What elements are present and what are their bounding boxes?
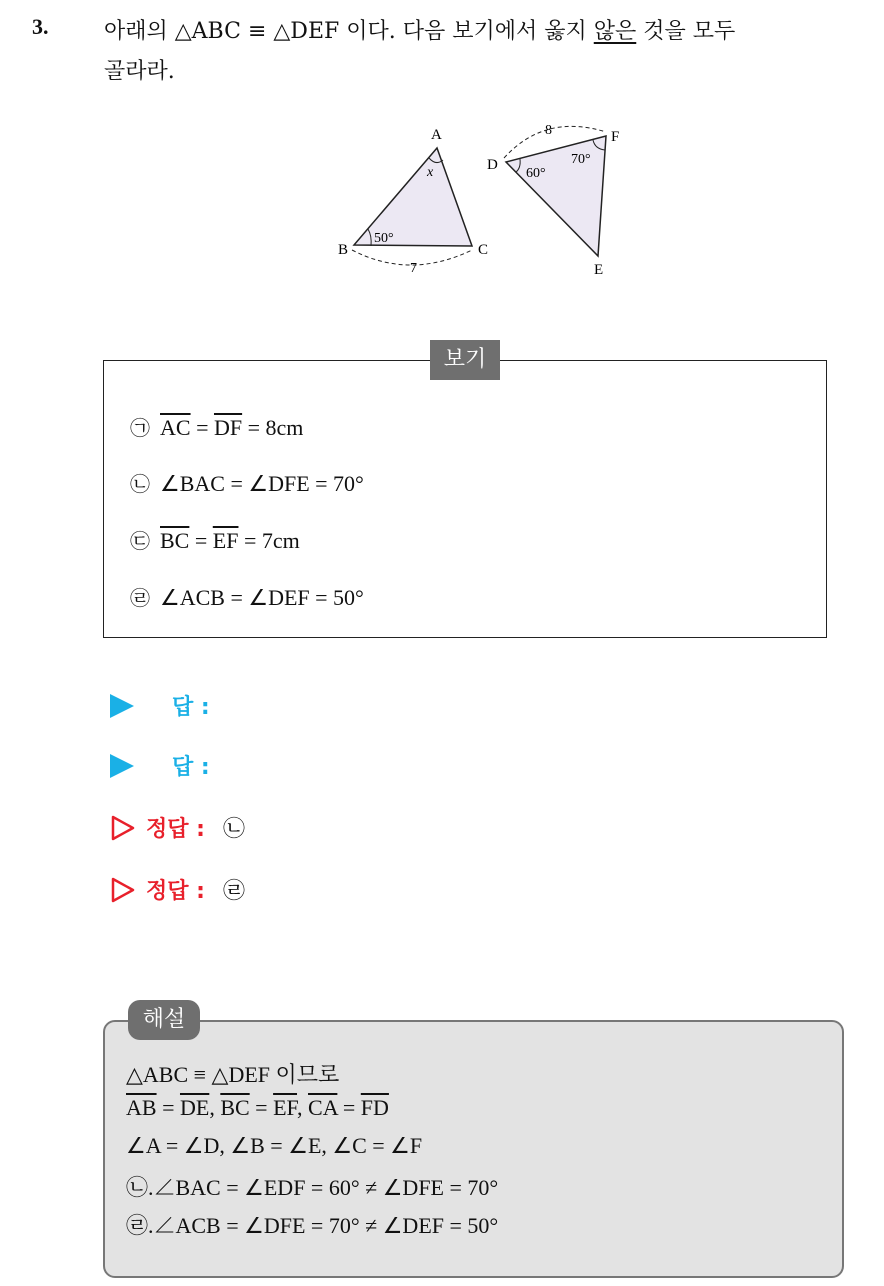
- explanation-line-3: ∠A = ∠D, ∠B = ∠E, ∠C = ∠F: [126, 1133, 423, 1158]
- bogi-expr-2: ∠BAC = ∠DFE = 70°: [160, 471, 364, 496]
- triangle-figure: [330, 118, 630, 288]
- label-a: A: [431, 127, 442, 143]
- label-side-df: 8: [545, 123, 552, 138]
- triangle-abc: [354, 148, 472, 246]
- label-side-bc: 7: [410, 261, 417, 276]
- explanation-line-5: ㉣.∠ACB = ∠DFE = 70° ≠ ∠DEF = 50°: [126, 1213, 499, 1238]
- segment-df: $\overline{DF}$: [213, 415, 243, 440]
- value-text: = 8cm: [242, 415, 304, 440]
- bogi-mark-1: ㉠: [130, 416, 150, 440]
- equals: =: [189, 528, 213, 553]
- label-f: F: [611, 129, 620, 145]
- segment-ac: $\overline{AC}$: [160, 415, 191, 440]
- label-angle-b: 50°: [374, 231, 394, 246]
- question-prefix: 아래의 △ABC ≡ △DEF 이다. 다음 보기에서 옳지: [104, 19, 594, 44]
- answer-row-1: [110, 690, 228, 721]
- play-triangle-icon: [110, 754, 134, 778]
- bogi-item-3: [130, 525, 300, 554]
- correct-answer-label: 정답 :: [146, 817, 205, 842]
- label-angle-d: 60°: [526, 166, 546, 181]
- outline-triangle-icon: [110, 877, 136, 903]
- answer-row-2: [110, 750, 228, 781]
- equals: =: [190, 415, 214, 440]
- correct-answer-value: ㉡: [222, 817, 245, 842]
- bogi-title: 보기: [430, 340, 500, 380]
- triangle-def: [506, 136, 606, 256]
- answer-label: 답 :: [172, 695, 210, 720]
- explanation-line-4: ㉡.∠BAC = ∠EDF = 60° ≠ ∠DFE = 70°: [126, 1175, 499, 1200]
- segment-de: $\overline{DE}$: [179, 1095, 210, 1120]
- segment-ca: $\overline{CA}$: [308, 1095, 338, 1120]
- bogi-item-4: [130, 582, 364, 611]
- correct-answer-row-2: [110, 874, 245, 905]
- label-b: B: [338, 242, 349, 258]
- correct-answer-row-1: [110, 812, 245, 843]
- correct-answer-value: ㉣: [222, 879, 245, 904]
- segment-bc: $\overline{BC}$: [220, 1095, 250, 1120]
- label-d: D: [487, 157, 498, 173]
- play-triangle-icon: [110, 694, 134, 718]
- bogi-mark-2: ㉡: [130, 472, 150, 496]
- bogi-item-2: [130, 468, 364, 497]
- segment-ef: $\overline{EF}$: [212, 528, 239, 553]
- segment-bc: $\overline{BC}$: [160, 528, 190, 553]
- question-suffix: 것을 모두: [636, 19, 736, 44]
- segment-ab: $\overline{AB}$: [126, 1095, 157, 1120]
- segment-ef: $\overline{EF}$: [273, 1095, 298, 1120]
- segment-fd: $\overline{FD}$: [360, 1095, 389, 1120]
- explanation-line-2: $\overline{AB} = \overline{DE}$, $\overline{BC} = \overline{EF}$, $\overline{CA} = \overline{FD}$: [126, 1095, 389, 1120]
- bogi-item-1: [130, 412, 303, 441]
- explanation-title: 해설: [128, 1000, 200, 1040]
- question-underlined-word: 않은: [593, 19, 637, 44]
- explanation-line-1: △ABC ≡ △DEF 이므로: [126, 1062, 340, 1087]
- label-x: x: [427, 165, 434, 180]
- outline-triangle-icon: [110, 815, 136, 841]
- bogi-mark-4: ㉣: [130, 586, 150, 610]
- question-number: 3.: [32, 14, 49, 39]
- question-text-line1: [104, 14, 735, 45]
- bogi-mark-3: ㉢: [130, 529, 150, 553]
- value-text: = 7cm: [238, 528, 300, 553]
- bogi-expr-4: ∠ACB = ∠DEF = 50°: [160, 585, 364, 610]
- label-angle-f: 70°: [571, 152, 591, 167]
- question-text-line2: 골라라.: [104, 59, 175, 84]
- answer-label: 답 :: [172, 755, 210, 780]
- correct-answer-label: 정답 :: [146, 879, 205, 904]
- label-e: E: [594, 262, 604, 278]
- label-c: C: [478, 242, 489, 258]
